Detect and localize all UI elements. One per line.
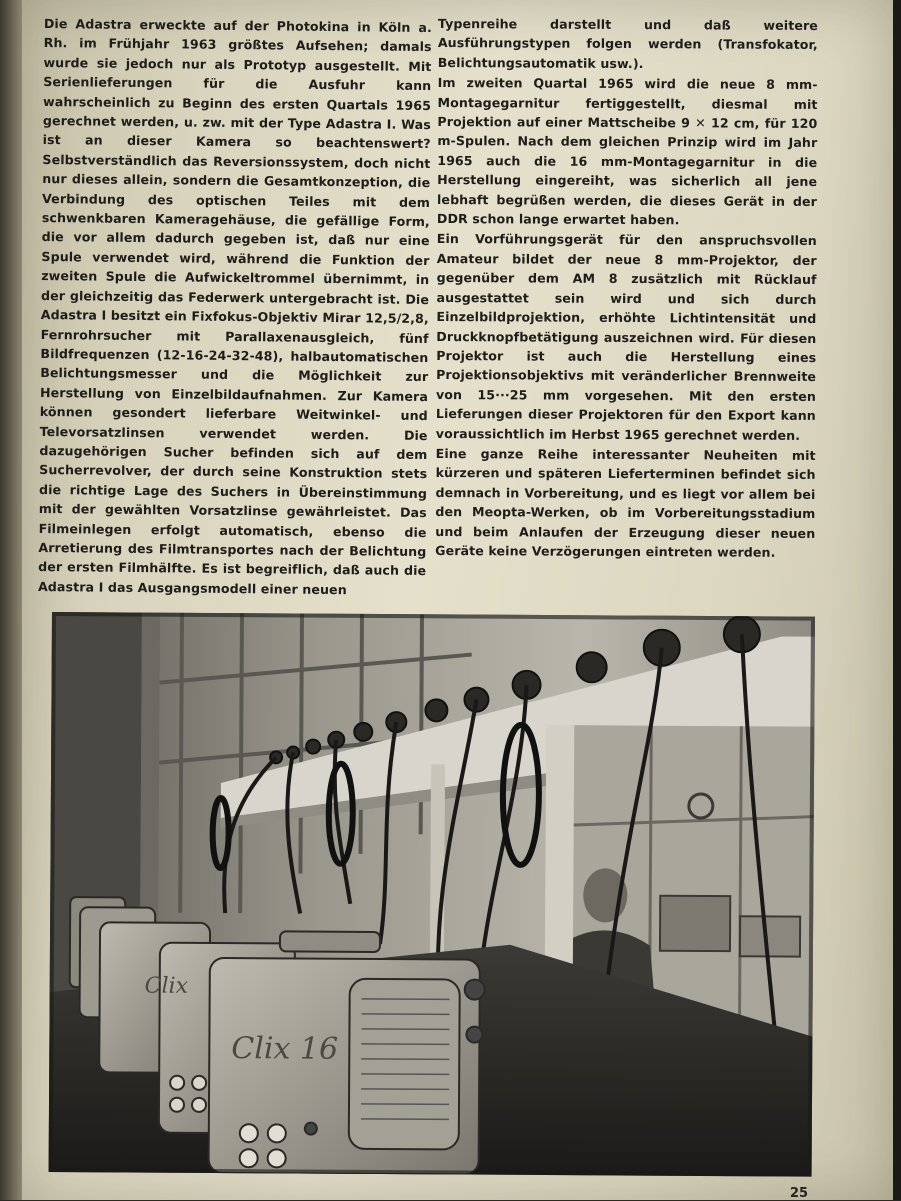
article-left-column — [38, 14, 432, 601]
factory-photo — [49, 612, 815, 1177]
book-gutter-shadow — [0, 0, 22, 1200]
projector-brand-label-back: Clix — [144, 973, 189, 999]
left-paragraph-1: Die Adastra erweckte auf der Photokina in Köln a. Rh. im Frühjahr 1963 größtes Aufsehen; damals wurde sie jedoch nur als Prototyp ausgestellt. Mit Serienlieferungen für die Ausfuhr kann wahrscheinlich zu Beginn des ersten Quartals 1965 gerechnet werden, u. zw. mit der Type Adastra I. Was ist an dieser Kamera so beachtenswert? Selbstverständlich das Reversionssystem, doch nicht nur dieses allein, sondern die Gesamtkonzeption, die Verbindung des optischen Teiles mit dem schwenkbaren Kameragehäuse, die gefällige Form, die vor allem dadurch gegeben ist, daß nur eine Spule verwendet wird, während die Funktion der zweiten Spule die Aufwickeltrommel übernimmt, in der gleichzeitig das Federwerk untergebracht ist. Die Adastra I besitzt ein Fixfokus-Objektiv Mirar 12,5/2,8, Fernrohrsucher mit Parallaxenausgleich, fünf Bildfrequenzen (12-16-24-32-48), halbautomatischen Belichtungsmesser und die Möglichkeit zur Herstellung von Einzelbildaufnahmen. Zur Kamera können gesondert lieferbare Weitwinkel- und Televorsatzlinsen verwendet werden. Die dazugehörigen Sucher befinden sich auf dem Sucherrevolver, der durch seine Konstruktion stets die richtige Lage des Suchers in Übereinstimmung mit der gewählten Vorsatzlinse gewährleistet. Das Filmeinlegen erfolgt automatisch, ebenso die Arretierung des Filmtransportes nach der Belichtung der ersten Filmhälfte. Es ist begreiflich, daß auch die Adastra I das Ausgangsmodell einer neuen — [37, 15, 432, 597]
right-paragraph-4: Eine ganze Reihe interessanter Neuheiten mit kürzeren und späteren Lieferterminen befindet sich demnach in Vorbereitung, und es liegt vor allem bei den Meopta-Werken, ob im Vorbereitungsstadium und beim Anlaufen der Erzeugung dieser neuen Geräte keine Verzögerungen eintreten werden. — [435, 445, 816, 560]
article-right-column — [435, 14, 818, 563]
page-number: 25 — [790, 1186, 809, 1201]
right-paragraph-2: Im zweiten Quartal 1965 wird die neue 8 mm-Montagegarnitur fertiggestellt, diesmal mit Projektion auf einer Mattscheibe 9 ✕ 12 cm, für 120 m-Spulen. Nach dem gleichen Prinzip wird im Jahr 1965 auch die 16 mm-Montagegarnitur in die Herstellung eingereiht, was sicherlich all jene lebhaft begrüßen werden, die dieses Gerät in der DDR schon lange erwartet haben. — [436, 75, 818, 228]
page-edge-shadow — [893, 0, 901, 1200]
right-paragraph-3: Ein Vorführungsgerät für den anspruchsvollen Amateur bildet der neue 8 mm-Projektor, der gegenüber dem AM 8 zusätzlich mit Rücklauf ausgestattet sein wird und sich durch Einzelbildprojektion, erhöhte Lichtintensität und Druckknopfbetätigung auszeichnen wird. Für diesen Projektor ist auch die Herstellung eines Projektionsobjektivs mit veränderlicher Brennweite von 15···25 mm vorgesehen. Mit den ersten Lieferungen dieser Projektoren für den Export kann voraussichtlich im Herbst 1965 gerechnet werden. — [435, 231, 817, 443]
projector-brand-label: Clix 16 — [231, 1031, 339, 1067]
right-paragraph-1: Typenreihe darstellt und daß weitere Ausführungstypen folgen werden (Transfokator, Belichtungsautomatik usw.). — [437, 15, 818, 71]
factory-photo-illustration — [49, 612, 815, 1177]
